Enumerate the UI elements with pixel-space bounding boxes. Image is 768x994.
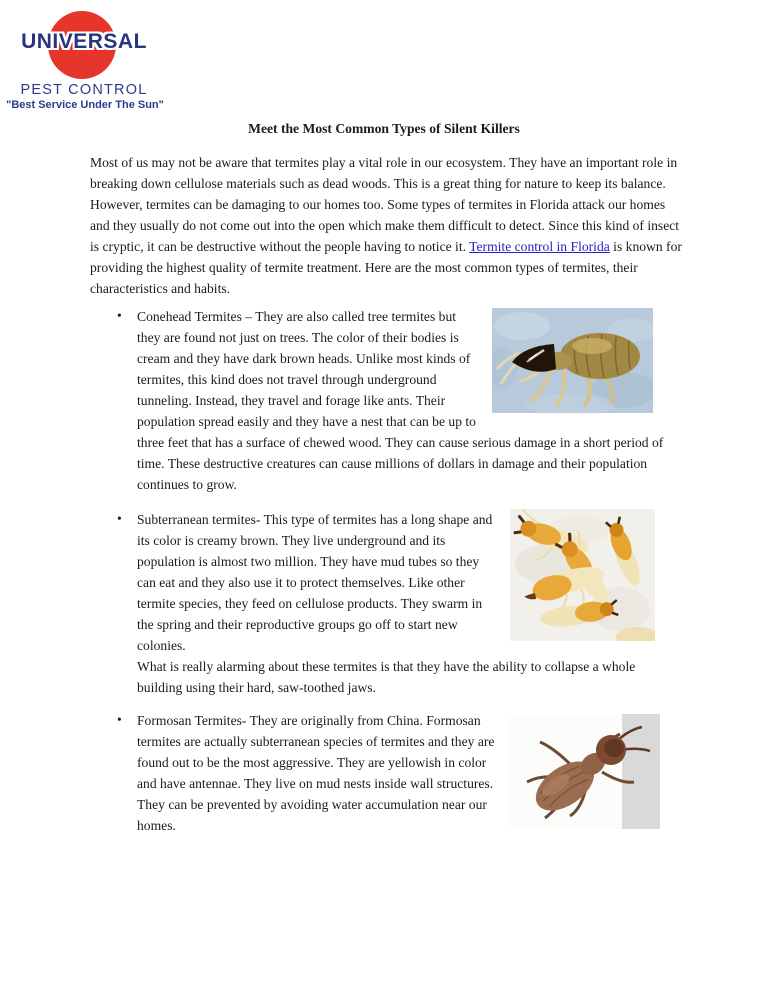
intro-text-after-link: is known for providing the highest quality of termite treatment. Here are the most common types of termites, their characteristics and habits. xyxy=(90,239,682,296)
bullet-text-subterranean: Subterranean termites- This type of termites has a long shape and its color is creamy brown. They live underground and its population is almost two million. They have mud tubes so they can eat and they also use it to protect themselves. Like other termite species, they feed on cellulose products. They swarm in the spring and their reproductive groups go off to start new colonies. xyxy=(137,512,493,653)
formosan-termite-photo xyxy=(510,714,660,829)
bullet-marker: • xyxy=(117,712,122,727)
intro-paragraph xyxy=(90,152,682,299)
bullet-item-formosan-termites xyxy=(90,710,682,836)
bullet-marker: • xyxy=(117,511,122,526)
intro-text-before-link: Most of us may not be aware that termites play a vital role in our ecosystem. They have an important role in breaking down cellulose materials such as dead woods. This is a great thing for nature to keep its balance. However, termites can be damaging to our homes too. Some types of termites in Florida attack our homes and they usually do not come out into the open which make them difficult to detect. Since this kind of insect is cryptic, it can be destructive without the people having to notice it. xyxy=(90,155,680,254)
bullet-text-formosan: Formosan Termites- They are originally from China. Formosan termites are actually subterranean species of termites and they are found out to be the most aggressive. They are yellowish in color and have antennae. They live on mud nests inside wall structures. xyxy=(137,713,495,791)
termite-control-florida-link[interactable]: Termite control in Florida xyxy=(469,239,610,254)
bullet-continuation-formosan: They can be prevented by avoiding water accumulation near our homes. xyxy=(137,797,487,833)
document-content xyxy=(90,152,682,837)
universal-pest-control-logo xyxy=(6,4,164,114)
bullet-continuation-subterranean: What is really alarming about these termites is that they have the ability to collapse a whole building using their hard, saw-toothed jaws. xyxy=(137,659,636,695)
logo-tagline: "Best Service Under The Sun" xyxy=(6,99,164,111)
bullet-item-subterranean-termites xyxy=(90,509,682,698)
bullet-marker: • xyxy=(117,308,122,323)
subterranean-termites-photo xyxy=(510,509,655,641)
logo-brand-subtitle: PEST CONTROL xyxy=(20,82,148,98)
page-title: Meet the Most Common Types of Silent Killers xyxy=(248,121,520,136)
bullet-text-conehead: Conehead Termites – They are also called tree termites but they are found not just on trees. The color of their bodies is cream and they have dark brown heads. Unlike most kinds of termites, this kind does not travel through underground tunneling. Instead, they travel and forage like ants. Their population spread easily and they have a nest that can be up to three feet that has a surface of chewed wood. They can cause serious damage in a short period of time. These destructive creatures can cause millions of dollars in damage and their population continues to grow. xyxy=(137,309,664,492)
bullet-item-conehead-termites xyxy=(90,306,682,495)
logo-brand-name: UNIVERSAL xyxy=(21,30,147,53)
conehead-termite-photo xyxy=(492,308,653,413)
